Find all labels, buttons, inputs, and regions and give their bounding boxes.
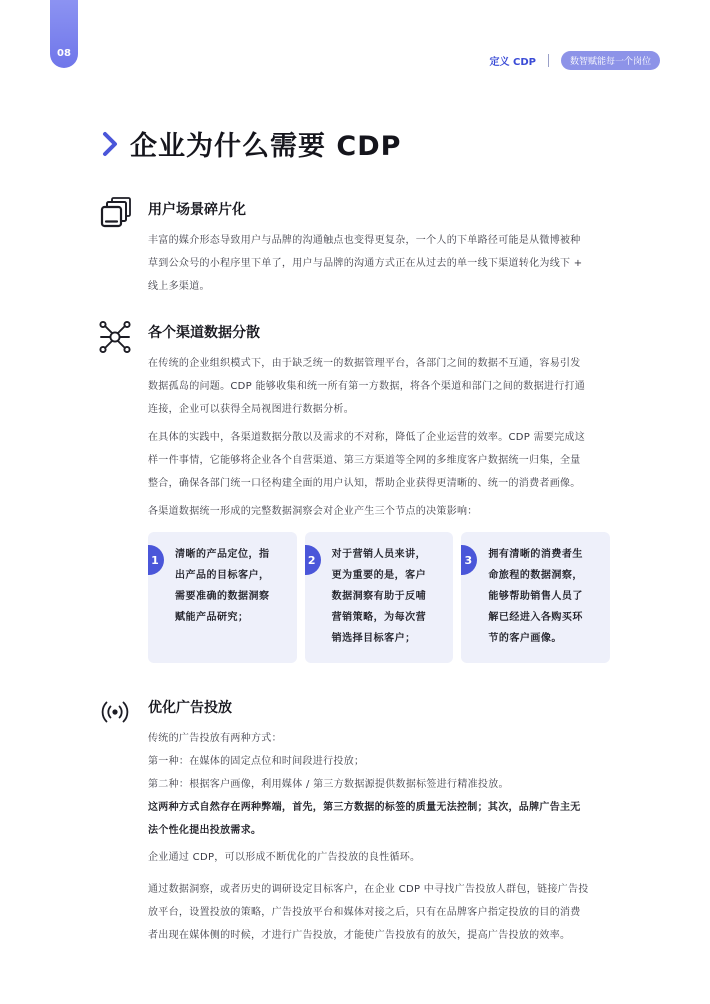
decision-card: [461, 532, 610, 663]
section-1-paragraph: 丰富的媒介形态导致用户与品牌的沟通触点也变得更复杂，一个人的下单路径可能是从微博被种 草到公众号的小程序里下单了，用户与品牌的沟通方式正在从过去的单一线下渠道转化为线下 + 线上多渠道。: [148, 235, 583, 292]
section-heading-scattered-data: 各个渠道数据分散: [148, 325, 260, 341]
chevron-right-icon: [100, 129, 122, 159]
page-title-row: [100, 124, 401, 163]
stacked-windows-icon: [98, 196, 132, 230]
card-number-badge: 1: [148, 545, 164, 575]
card-text: 拥有清晰的消费者生 命旅程的数据洞察， 能够帮助销售人员了 解已经进入各购买环 节的客户画像。: [488, 549, 583, 644]
section-3-paragraph-2: 这两种方式自然存在两种弊端，首先，第三方数据的标签的质量无法控制；其次，品牌广告主无 法个性化提出投放需求。: [148, 802, 581, 836]
broadcast-signal-icon: [98, 695, 132, 729]
page-number: 08: [57, 48, 71, 59]
card-text: 对于营销人员来讲， 更为重要的是，客户 数据洞察有助于反哺 营销策略，为每次营 销选择目标客户；: [331, 549, 427, 644]
section-2-paragraph-1: 在传统的企业组织模式下，由于缺乏统一的数据管理平台，各部门之间的数据不互通，容易引发 数据孤岛的问题。CDP 能够收集和统一所有第一方数据，将各个渠道和部门之间的数据进行打通 连接，企业可以获得全局视图进行数据分析。: [148, 358, 586, 415]
card-number-badge: 3: [461, 545, 477, 575]
section-3-paragraph-1: 传统的广告投放有两种方式： 第一种：在媒体的固定点位和时间段进行投放； 第二种：根据客户画像，利用媒体 / 第三方数据源提供数据标签进行精准投放。: [148, 733, 509, 790]
section-heading-fragmentation: 用户场景碎片化: [148, 202, 246, 218]
section-2-paragraph-2: 在具体的实践中，各渠道数据分散以及需求的不对称，降低了企业运营的效率。CDP 需要完成这 样一件事情，它能够将企业各个自营渠道、第三方渠道等全网的多维度客户数据统一归集，全量 整合，确保各部门统一口径构建全面的用户认知，帮助企业获得更清晰的、统一的消费者画像。: [148, 432, 586, 489]
header-divider: [548, 54, 549, 67]
network-nodes-icon: [98, 320, 132, 354]
section-2-paragraph-3: 各渠道数据统一形成的完整数据洞察会对企业产生三个节点的决策影响：: [148, 506, 478, 517]
section-3-paragraph-4: 通过数据洞察，或者历史的调研设定目标客户，在企业 CDP 中寻找广告投放人群包，链接广告投 放平台，设置投放的策略，广告投放平台和媒体对接之后，只有在品牌客户指定投放的目的消费 者出现在媒体侧的时候，才进行广告投放，才能使广告投放有的放矢，提高广告投放的效率。: [148, 884, 589, 941]
header-section-title: 定义 CDP: [489, 56, 536, 68]
page-number-tab: [50, 0, 78, 68]
page-title: 企业为什么需要 CDP: [130, 131, 402, 162]
running-header: [490, 50, 660, 70]
header-badge: 数智赋能每一个岗位: [561, 51, 660, 70]
section-heading-ad-optimization: 优化广告投放: [148, 700, 232, 716]
section-3-paragraph-3: 企业通过 CDP，可以形成不断优化的广告投放的良性循环。: [148, 852, 421, 863]
card-text: 清晰的产品定位，指 出产品的目标客户， 需要准确的数据洞察 赋能产品研究；: [175, 549, 270, 623]
decision-card: [148, 532, 297, 663]
decision-card: [305, 532, 454, 663]
card-number-badge: 2: [305, 545, 321, 575]
decision-cards: [148, 532, 610, 663]
